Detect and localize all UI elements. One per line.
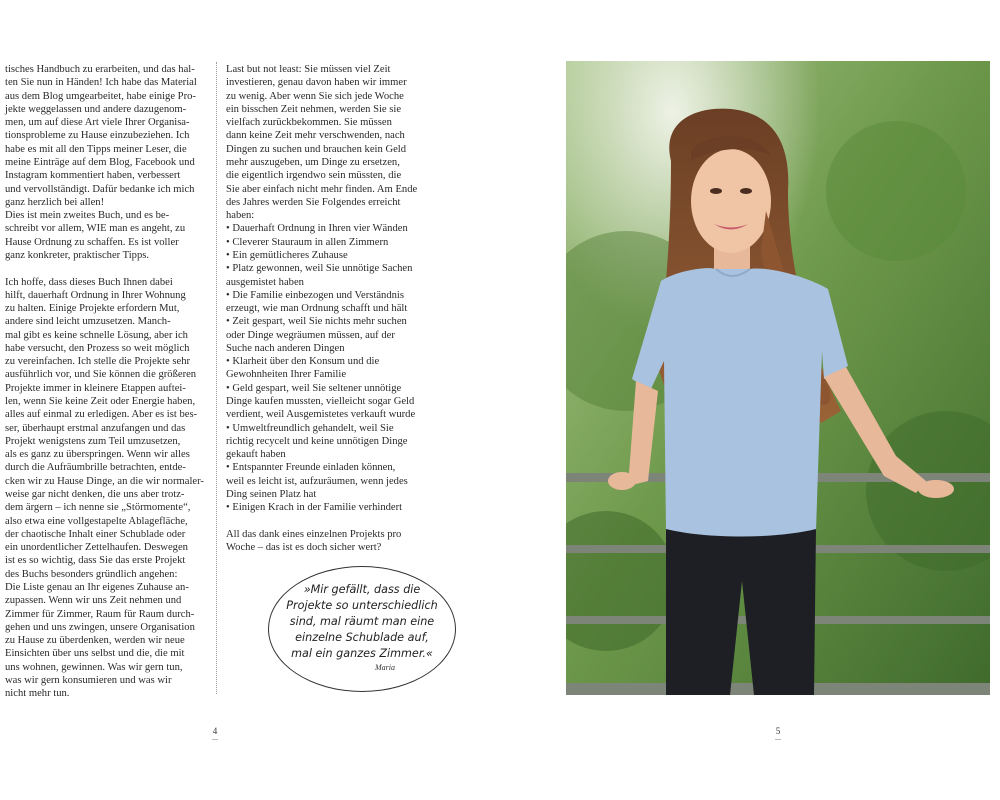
quote-line: »Mir gefällt, dass die [303, 583, 421, 596]
text-line: richtig recycelt und keine unnötigen Dinge [226, 435, 408, 447]
left-page-text [5, 63, 208, 701]
text-line: ein unordentlicher Zettelhaufen. Deswegen [5, 542, 188, 554]
text-line: Dies ist mein zweites Buch, und es be- [5, 210, 170, 222]
text-line: haben: [226, 210, 255, 222]
text-line [5, 262, 208, 275]
text-line: Die Liste genau an Ihr eigenes Zuhause an- [5, 581, 189, 593]
text-line: • Ein gemütlicheres Zuhause [226, 249, 348, 261]
text-line: zu halten. Einige Projekte erfordern Mut, [5, 303, 180, 315]
text-line: Dinge kaufen mussten, vielleicht sogar Geld [226, 396, 415, 408]
text-line: Ding seinen Platz hat [226, 489, 317, 500]
text-line: habe es mit all den Tipps meiner Leser, die [5, 143, 187, 155]
text-line: All das dank eines einzelnen Projekts pro [226, 528, 402, 540]
text-line: ausführlich vor, und Sie können die größeren [5, 369, 197, 381]
page-number-right: 5 [768, 726, 788, 740]
text-line: Instagram kommentiert haben, verbessert [5, 170, 181, 182]
text-line: ser, überhaupt erstmal anzufangen und das [5, 422, 186, 434]
text-line: investieren, genau davon haben wir immer [226, 77, 407, 89]
text-line: • Zeit gespart, weil Sie nichts mehr suchen [226, 316, 407, 328]
text-line: Suche nach anderen Dingen [226, 342, 345, 354]
text-line: Sie aber einfach nicht mehr finden. Am Ende [226, 183, 418, 195]
text-line: zu Hause zu überdenken, werden wir neue [5, 635, 185, 647]
text-line: mal gibt es keine schnelle Lösung, aber ich [5, 329, 188, 341]
text-line: hilft, dauerhaft Ordnung in Ihrer Wohnung [5, 289, 186, 301]
text-line: ein bisschen Zeit nehmen, werden Sie sie [226, 103, 402, 115]
text-line: cken wir zu Hause Dinge, an die wir normaler- [5, 475, 204, 487]
text-line: Zimmer für Zimmer, Raum für Raum durch- [5, 608, 195, 620]
text-line: oder Dinge wegräumen müssen, auf der [226, 329, 395, 341]
quote-line: einzelne Schublade auf, [295, 631, 429, 644]
column-divider [216, 62, 217, 694]
text-line: der chaotische Inhalt einer Schublade oder [5, 528, 186, 540]
text-line: • Entspannter Freunde einladen können, [226, 462, 396, 474]
text-line: • Klarheit über den Konsum und die [226, 356, 380, 368]
text-line: schreibt vor allem, WIE man es angeht, zu [5, 223, 186, 235]
text-line: meine Einträge auf dem Blog, Facebook und [5, 156, 195, 168]
text-line: Gewohnheiten Ihrer Familie [226, 369, 347, 381]
text-line: ausgemistet haben [226, 276, 304, 288]
quote-oval [268, 566, 456, 692]
text-line: also etwa eine vollgestapelte Ablagefläche, [5, 515, 188, 527]
text-line: Projekt wenigstens zum Teil umzusetzen, [5, 435, 181, 447]
text-line: die eigentlich irgendwo sein müssten, die [226, 170, 402, 182]
text-line: Last but not least: Sie müssen viel Zeit [226, 64, 391, 75]
text-line: ten Sie nun in Händen! Ich habe das Material [5, 77, 197, 89]
text-line: weise gar nicht denken, die uns aber trotz- [5, 489, 185, 500]
text-line [226, 515, 434, 528]
text-line: vielfach zurückbekommen. Sie müssen [226, 117, 392, 129]
right-column-text [226, 63, 434, 554]
text-line: zupassen. Wenn wir uns Zeit nehmen und [5, 595, 182, 607]
text-line: erzeugt, wie man Ordnung schafft und hält [226, 303, 408, 315]
text-line: und vervollständigt. Dafür bedanke ich mich [5, 183, 195, 195]
quote-author: Maria [375, 663, 395, 672]
text-line: nicht mehr tun. [5, 688, 70, 700]
text-line: mehr auszugeben, um Dinge zu ersetzen, [226, 156, 400, 168]
text-line: dem ärgern – ich nenne sie „Störmomente“, [5, 502, 191, 514]
quote-line: Projekte so unterschiedlich [286, 599, 438, 612]
text-line: uns wohnen, gewinnen. Was wir gern tun, [5, 661, 183, 673]
text-line: Einsichten über uns selbst und die, die mit [5, 648, 185, 660]
text-line: • Umweltfreundlich gehandelt, weil Sie [226, 422, 394, 434]
text-line: des Jahres werden Sie Folgendes erreicht [226, 196, 401, 208]
text-line: • Die Familie einbezogen und Verständnis [226, 289, 404, 301]
text-line: Hause Ordnung zu schaffen. Es ist voller [5, 236, 179, 248]
text-line: gekauft haben [226, 449, 286, 461]
text-line: Ich hoffe, dass dieses Buch Ihnen dabei [5, 276, 173, 288]
text-line: ganz konkreter, praktischer Tipps. [5, 249, 150, 261]
text-line: Projekte immer in kleinere Etappen auftei- [5, 382, 186, 394]
text-line: habe versucht, den Prozess so weit möglich [5, 342, 190, 354]
text-line: als es ganz zu überspringen. Wenn wir alles [5, 449, 190, 461]
text-line: men, um auf diese Art viele Ihrer Organisa- [5, 117, 190, 129]
text-line: verdient, weil Ausgemistetes verkauft wurde [226, 409, 416, 421]
text-line: des Buchs besonders gründlich angehen: [5, 568, 178, 580]
text-line: zu vereinfachen. Ich stelle die Projekte sehr [5, 356, 191, 368]
text-line: andere sind leicht umzusetzen. Manch- [5, 316, 171, 328]
text-line: ist es so wichtig, dass Sie das erste Projekt [5, 555, 186, 567]
text-line: dann keine Zeit mehr verschwenden, nach [226, 130, 405, 142]
text-line: zu wenig. Aber wenn Sie sich jede Woche [226, 90, 404, 102]
text-line: durch die Aufräumbrille betrachten, entde- [5, 462, 186, 474]
text-line: gehen und uns zwingen, unsere Organisation [5, 621, 195, 633]
quote-line: sind, mal räumt man eine [289, 615, 435, 628]
text-line: jekte weggelassen und andere dazugenom- [5, 103, 187, 115]
text-line: Dingen zu suchen und brauchen kein Geld [226, 143, 407, 155]
text-line: • Dauerhaft Ordnung in Ihren vier Wänden [226, 223, 408, 235]
text-line: was wir gern konsumieren und was wir [5, 674, 172, 686]
text-line: tionsprobleme zu Hause einzubeziehen. Ich [5, 130, 190, 142]
text-line: weil es leicht ist, aufzuräumen, wenn jedes [226, 475, 408, 487]
text-line: alles auf einmal zu erledigen. Aber es ist bes- [5, 409, 198, 421]
quote-text [269, 582, 455, 662]
text-line: len, wenn Sie keine Zeit oder Energie haben, [5, 396, 196, 408]
portrait-photo [566, 61, 990, 695]
text-line: tisches Handbuch zu erarbeiten, und das hal- [5, 64, 195, 75]
quote-line: mal ein ganzes Zimmer.« [291, 647, 433, 660]
text-line: Woche – das ist es doch sicher wert? [226, 542, 382, 554]
text-line: • Platz gewonnen, weil Sie unnötige Sachen [226, 263, 413, 275]
text-line: • Cleverer Stauraum in allen Zimmern [226, 236, 389, 248]
text-line: aus dem Blog umgearbeitet, habe einige Pro- [5, 90, 196, 102]
page-number-left: 4 [205, 726, 225, 740]
text-line: ganz herzlich bei allen! [5, 196, 105, 208]
text-line: • Geld gespart, weil Sie seltener unnötige [226, 382, 402, 394]
text-line: • Einigen Krach in der Familie verhindert [226, 502, 403, 514]
